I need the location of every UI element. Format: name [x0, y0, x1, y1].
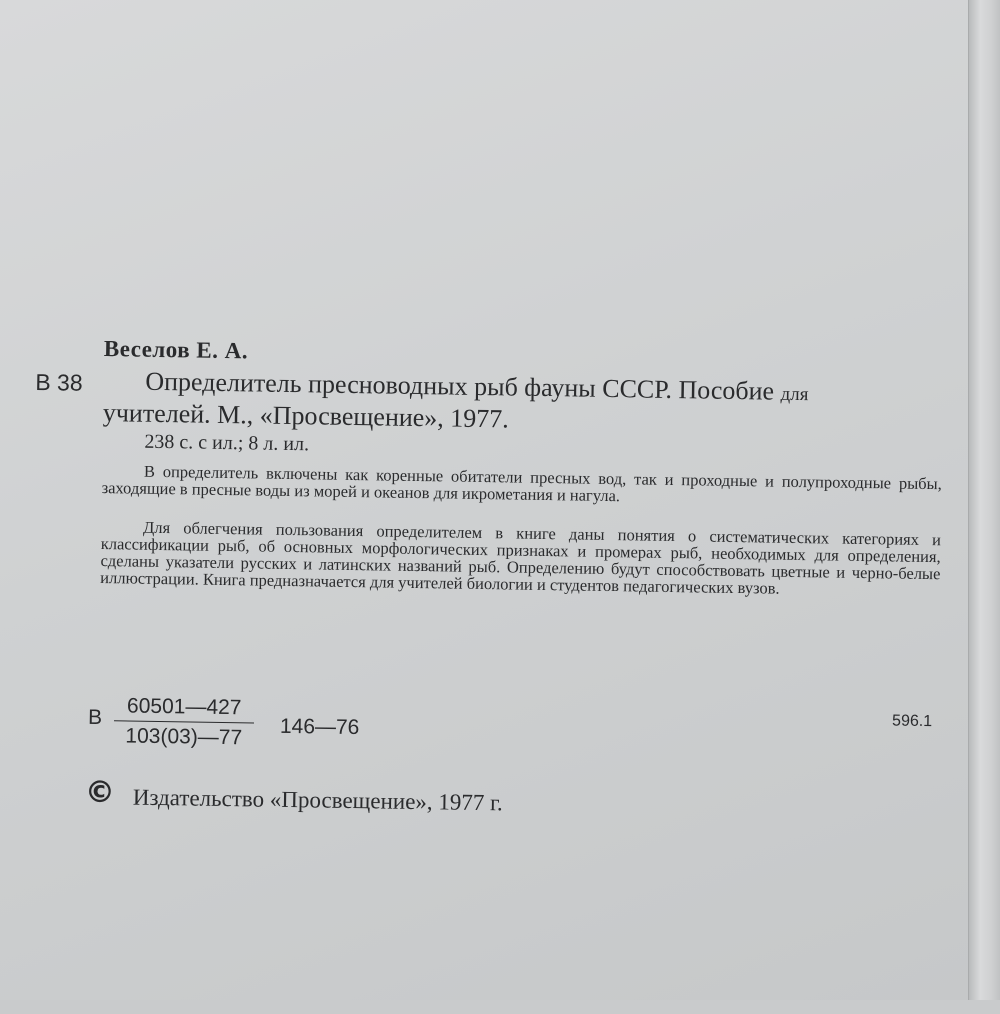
- page-edge: [968, 0, 1000, 1000]
- imprint-denominator: 103(03)—77: [125, 724, 243, 750]
- imprint-numerator: 60501—427: [114, 694, 254, 723]
- page-count: 238 с. с ил.; 8 л. ил.: [144, 430, 310, 456]
- book-title-line-2: учителей. М., «Просвещение», 1977.: [102, 398, 510, 434]
- imprint-letter: В: [87, 705, 103, 730]
- imprint-fraction: [114, 694, 255, 750]
- copyright-text: Издательство «Просвещение», 1977 г.: [132, 784, 503, 816]
- classification-code: В 38: [35, 368, 83, 396]
- book-title-small: для: [780, 383, 809, 406]
- annotation-paragraph-2: Для облегчения пользования определителем в книге даны понятия о систематических категориях и классификации рыб, об основных морфологических признаках и промерах рыб, необходимых для определения, сделаны указатели русских и латинских названий рыб. Определению будут способствовать цветные и черно-белые иллюстрации. Книга предназначается для учителей биологии и студентов педагогических вузов.: [100, 517, 942, 598]
- author-name: Веселов Е. А.: [103, 336, 249, 364]
- udc-code: 596.1: [891, 712, 933, 731]
- imprint-order: 146—76: [279, 714, 360, 740]
- book-title-main: Определитель пресноводных рыб фауны СССР. Пособие: [145, 366, 775, 406]
- copyright-icon: ©: [84, 774, 116, 811]
- annotation-paragraph-1: В определитель включены как коренные обитатели пресных вод, так и проходные и полупроходные рыбы, заходящие в пресные воды из морей и океанов для икрометания и нагула.: [101, 461, 942, 506]
